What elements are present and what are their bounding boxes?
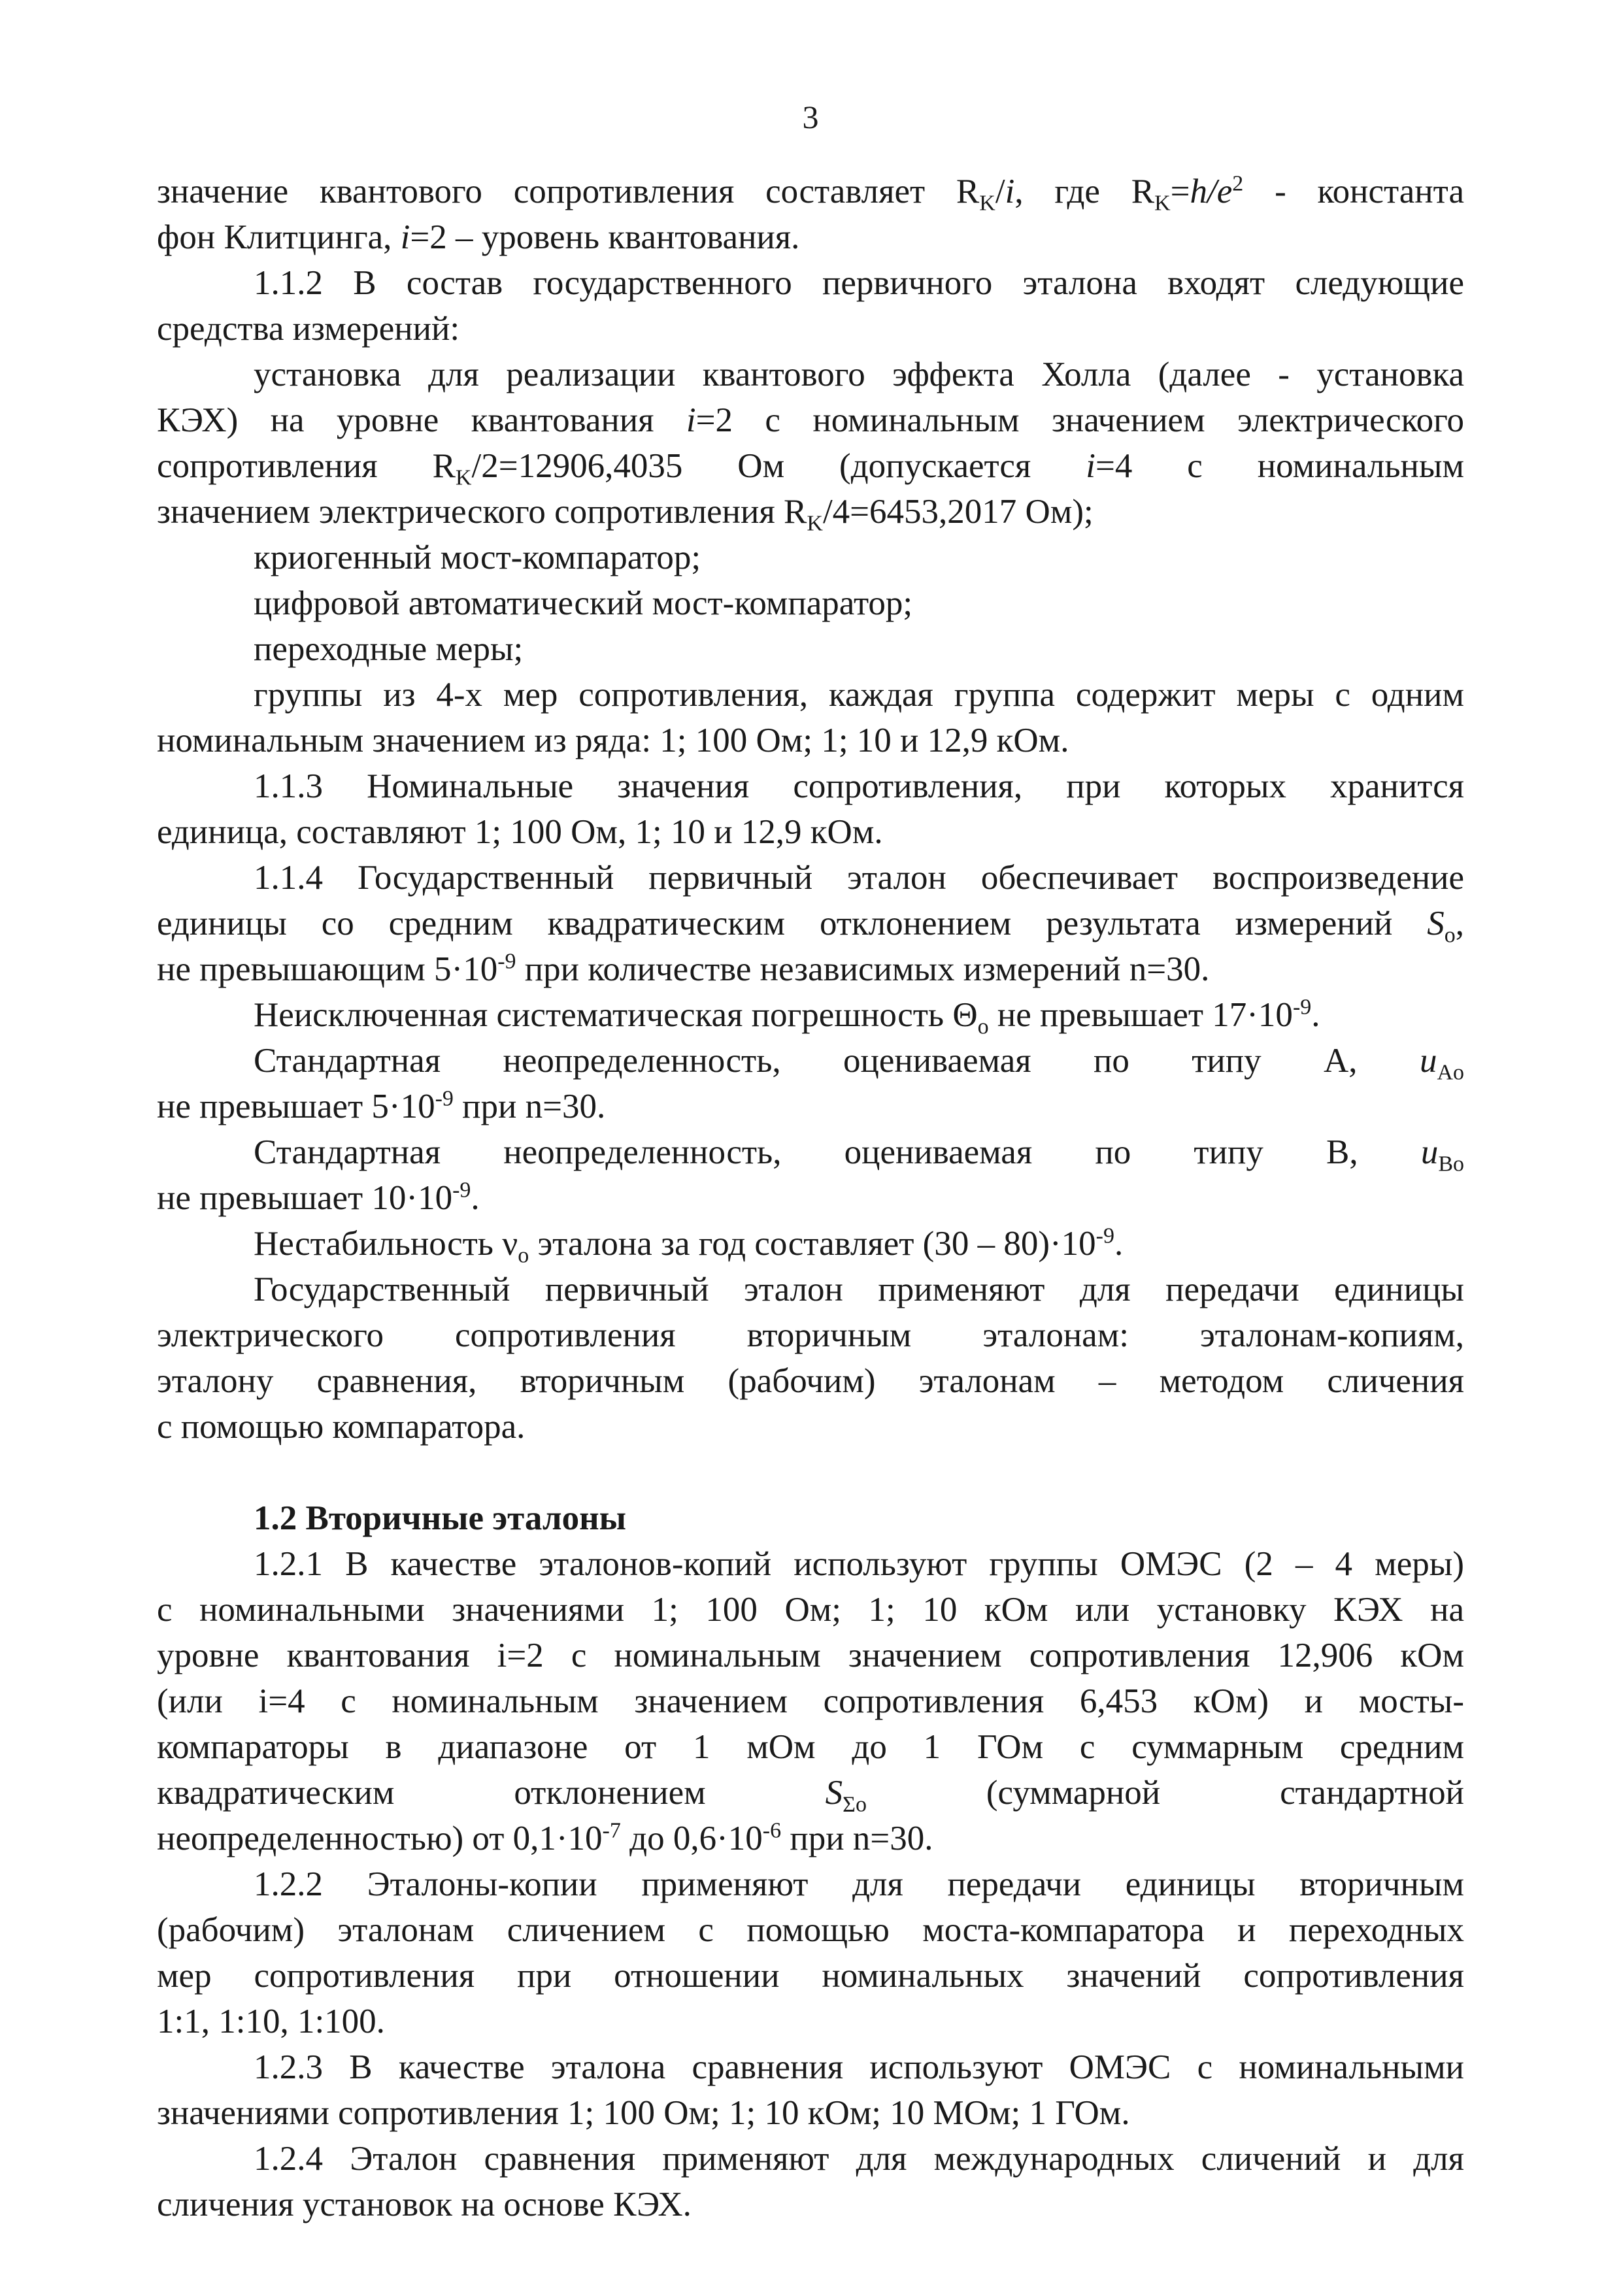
- list-item-kex: установка для реализации квантового эффекта Холла (далее - установка: [254, 356, 1464, 393]
- text-line: 1:1, 1:10, 1:100.: [157, 2003, 385, 2040]
- document-body: [157, 169, 1464, 2227]
- list-item-digital: цифровой автоматический мост-компаратор;: [254, 584, 913, 622]
- paragraph-1-2-4: 1.2.4 Эталон сравнения применяют для международных сличений и для: [254, 2140, 1464, 2178]
- text-line: сличения установок на основе КЭХ.: [157, 2186, 692, 2223]
- paragraph-ub: Стандартная неопределенность, оцениваемая по типу В, $u_{Bo}$: [254, 1133, 1464, 1176]
- paragraph-1-1-4: 1.1.4 Государственный первичный эталон обеспечивает воспроизведение: [254, 859, 1464, 897]
- text-line: мер сопротивления при отношении номинальных значений сопротивления: [157, 1957, 1464, 1995]
- paragraph-ua: Стандартная неопределенность, оцениваемая по типу А, $u_{Ao}$: [254, 1042, 1464, 1085]
- text-line: фон Клитцинга, i=2 – уровень квантования.: [157, 218, 800, 256]
- text-line: с номинальными значениями 1; 100 Ом; 1; 10 кОм или установку КЭХ на: [157, 1591, 1464, 1629]
- text-line: уровне квантования i=2 с номинальным значением сопротивления 12,906 кОм: [157, 1637, 1464, 1674]
- text-line: значением электрического сопротивления $R_K/4=6453,2017$ Ом);: [157, 493, 1094, 536]
- paragraph-1-2-1: 1.2.1 В качестве эталонов-копий используют группы ОМЭС (2 – 4 меры): [254, 1545, 1464, 1583]
- text-line: номинальным значением из ряда: 1; 100 Ом; 1; 10 и 12,9 кОм.: [157, 722, 1069, 759]
- section-heading: 1.2 Вторичные эталоны: [254, 1499, 626, 1537]
- page-number: 3: [802, 99, 819, 135]
- paragraph-instability: Нестабильность $\nu_o$ эталона за год составляет $(30 - 80)\cdot 10^{-9}$.: [254, 1223, 1124, 1268]
- text-line: средства измерений:: [157, 310, 460, 348]
- text-line: значение квантового сопротивления составляет $R_K/i$, где $R_K=h/e^2$ - константа: [157, 171, 1464, 216]
- text-line: электрического сопротивления вторичным эталонам: эталонам-копиям,: [157, 1316, 1464, 1354]
- list-item-cryo: криогенный мост-компаратор;: [254, 539, 701, 576]
- text-line: (или i=4 с номинальным значением сопротивления 6,453 кОм) и мосты-: [157, 1682, 1464, 1720]
- paragraph-transfer: Государственный первичный эталон применяют для передачи единицы: [254, 1271, 1464, 1308]
- paragraph-theta: Неисключенная систематическая погрешность $\Theta_o$ не превышает $17\cdot 10^{-9}$.: [254, 995, 1320, 1039]
- text-line: с помощью компаратора.: [157, 1408, 526, 1446]
- list-item-groups: группы из 4-х мер сопротивления, каждая группа содержит меры с одним: [254, 676, 1464, 714]
- text-line: КЭХ) на уровне квантования i=2 с номинальным значением электрического: [157, 401, 1464, 439]
- text-line: (рабочим) эталонам сличением с помощью моста-компаратора и переходных: [157, 1911, 1464, 1949]
- paragraph-1-1-3: 1.1.3 Номинальные значения сопротивления, при которых хранится: [254, 767, 1464, 805]
- text-line: неопределенностью) от $0,1\cdot 10^{-7}$ до $0,6\cdot 10^{-6}$ при n=30.: [157, 1818, 933, 1857]
- text-line: не превышает $10\cdot 10^{-9}$.: [157, 1178, 480, 1217]
- list-item-transfer: переходные меры;: [254, 630, 524, 668]
- text-line: значениями сопротивления 1; 100 Ом; 1; 10 кОм; 10 МОм; 1 ГОм.: [157, 2094, 1130, 2132]
- paragraph-1-1-2: 1.1.2 В состав государственного первичного эталона входят следующие: [254, 264, 1464, 302]
- text-line: единицы со средним квадратическим отклонением результата измерений $S_o$,: [157, 905, 1464, 948]
- text-line: квадратическим отклонением $S_{\Sigma o}$ (суммарной стандартной: [157, 1774, 1464, 1817]
- text-line: не превышает $5\cdot 10^{-9}$ при n=30.: [157, 1086, 606, 1125]
- text-line: единица, составляют 1; 100 Ом, 1; 10 и 12,9 кОм.: [157, 813, 883, 851]
- text-line: эталону сравнения, вторичным (рабочим) эталонам – методом сличения: [157, 1362, 1464, 1400]
- text-line: не превышающим $5\cdot 10^{-9}$ при количестве независимых измерений n=30.: [157, 949, 1210, 988]
- paragraph-1-2-2: 1.2.2 Эталоны-копии применяют для передачи единицы вторичным: [254, 1865, 1464, 1903]
- text-line: сопротивления $R_K/2=12906,4035$ Ом (допускается i=4 с номинальным: [157, 447, 1465, 490]
- text-line: компараторы в диапазоне от 1 мОм до 1 ГОм с суммарным средним: [157, 1728, 1464, 1766]
- paragraph-1-2-3: 1.2.3 В качестве эталона сравнения используют ОМЭС с номинальными: [254, 2048, 1464, 2086]
